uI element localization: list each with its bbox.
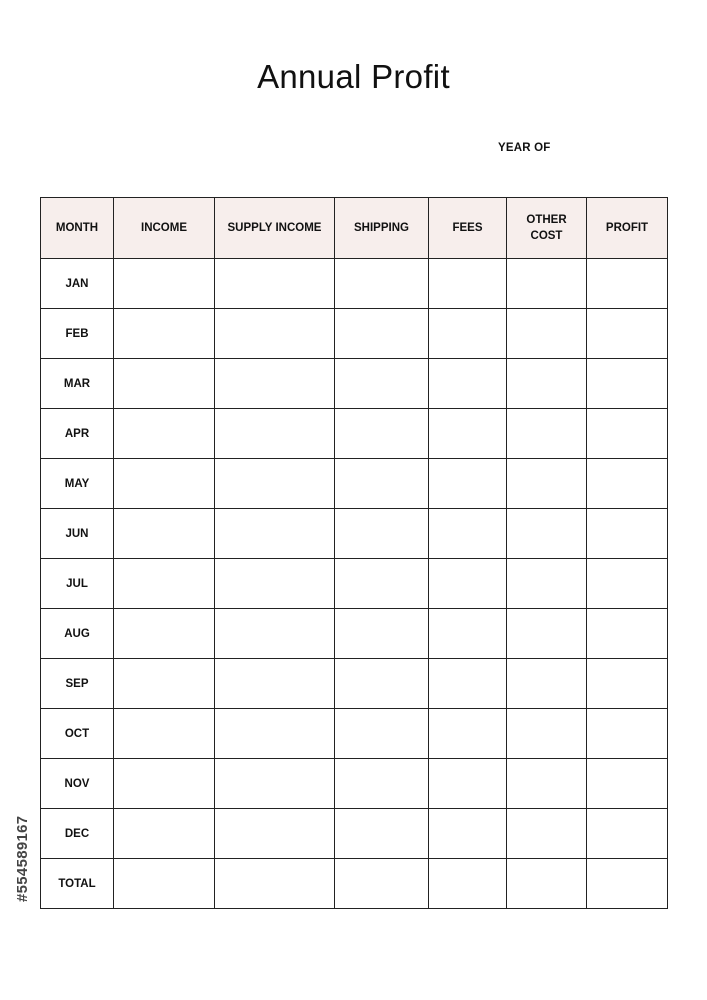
- fees-cell[interactable]: [429, 259, 507, 309]
- supply-income-cell[interactable]: [215, 609, 335, 659]
- other-cost-cell[interactable]: [507, 859, 587, 909]
- table-row: [41, 559, 668, 609]
- supply-income-cell[interactable]: [215, 759, 335, 809]
- profit-cell[interactable]: [587, 759, 668, 809]
- other-cost-cell[interactable]: [507, 759, 587, 809]
- stock-id-text: #554589167: [14, 815, 31, 902]
- income-cell[interactable]: [114, 659, 215, 709]
- year-of-label: YEAR OF: [498, 142, 551, 154]
- profit-cell[interactable]: [587, 609, 668, 659]
- supply-income-cell[interactable]: [215, 559, 335, 609]
- profit-cell[interactable]: [587, 309, 668, 359]
- other-cost-cell[interactable]: [507, 259, 587, 309]
- fees-cell[interactable]: [429, 359, 507, 409]
- shipping-cell[interactable]: [335, 509, 429, 559]
- fees-cell[interactable]: [429, 759, 507, 809]
- shipping-cell[interactable]: [335, 809, 429, 859]
- table-row: [41, 709, 668, 759]
- fees-cell[interactable]: [429, 309, 507, 359]
- shipping-cell[interactable]: [335, 609, 429, 659]
- month-label: DEC: [41, 809, 114, 859]
- other-cost-cell[interactable]: [507, 409, 587, 459]
- header-shipping: SHIPPING: [335, 198, 429, 259]
- other-cost-cell[interactable]: [507, 359, 587, 409]
- fees-cell[interactable]: [429, 809, 507, 859]
- shipping-cell[interactable]: [335, 309, 429, 359]
- profit-cell[interactable]: [587, 409, 668, 459]
- month-label: NOV: [41, 759, 114, 809]
- income-cell[interactable]: [114, 459, 215, 509]
- shipping-cell[interactable]: [335, 759, 429, 809]
- month-label: MAR: [41, 359, 114, 409]
- profit-cell[interactable]: [587, 259, 668, 309]
- shipping-cell[interactable]: [335, 259, 429, 309]
- table-row: [41, 409, 668, 459]
- income-cell[interactable]: [114, 259, 215, 309]
- month-label: MAY: [41, 459, 114, 509]
- supply-income-cell[interactable]: [215, 659, 335, 709]
- month-label: JUL: [41, 559, 114, 609]
- profit-cell[interactable]: [587, 809, 668, 859]
- income-cell[interactable]: [114, 509, 215, 559]
- header-supply-income: SUPPLY INCOME: [215, 198, 335, 259]
- fees-cell[interactable]: [429, 459, 507, 509]
- other-cost-cell[interactable]: [507, 309, 587, 359]
- annual-profit-table: [40, 197, 668, 909]
- supply-income-cell[interactable]: [215, 359, 335, 409]
- fees-cell[interactable]: [429, 509, 507, 559]
- profit-cell[interactable]: [587, 359, 668, 409]
- header-row: [41, 198, 668, 259]
- table-row: [41, 359, 668, 409]
- page-title: Annual Profit: [257, 58, 450, 95]
- table-row: [41, 509, 668, 559]
- fees-cell[interactable]: [429, 659, 507, 709]
- supply-income-cell[interactable]: [215, 509, 335, 559]
- supply-income-cell[interactable]: [215, 409, 335, 459]
- fees-cell[interactable]: [429, 559, 507, 609]
- table-row: [41, 809, 668, 859]
- income-cell[interactable]: [114, 709, 215, 759]
- other-cost-cell[interactable]: [507, 809, 587, 859]
- shipping-cell[interactable]: [335, 859, 429, 909]
- profit-cell[interactable]: [587, 659, 668, 709]
- table-row: [41, 859, 668, 909]
- income-cell[interactable]: [114, 609, 215, 659]
- table-row: [41, 309, 668, 359]
- month-label: OCT: [41, 709, 114, 759]
- table-row: [41, 759, 668, 809]
- shipping-cell[interactable]: [335, 409, 429, 459]
- profit-cell[interactable]: [587, 509, 668, 559]
- table-row: [41, 609, 668, 659]
- supply-income-cell[interactable]: [215, 709, 335, 759]
- shipping-cell[interactable]: [335, 659, 429, 709]
- profit-cell[interactable]: [587, 859, 668, 909]
- profit-cell[interactable]: [587, 709, 668, 759]
- fees-cell[interactable]: [429, 709, 507, 759]
- header-month: MONTH: [41, 198, 114, 259]
- fees-cell[interactable]: [429, 859, 507, 909]
- income-cell[interactable]: [114, 409, 215, 459]
- income-cell[interactable]: [114, 859, 215, 909]
- header-other-cost-line2: COST: [530, 230, 563, 242]
- month-label: AUG: [41, 609, 114, 659]
- supply-income-cell[interactable]: [215, 859, 335, 909]
- income-cell[interactable]: [114, 759, 215, 809]
- supply-income-cell[interactable]: [215, 809, 335, 859]
- month-label: TOTAL: [41, 859, 114, 909]
- profit-cell[interactable]: [587, 459, 668, 509]
- table-row: [41, 659, 668, 709]
- header-profit: PROFIT: [587, 198, 668, 259]
- income-cell[interactable]: [114, 309, 215, 359]
- income-cell[interactable]: [114, 359, 215, 409]
- shipping-cell[interactable]: [335, 559, 429, 609]
- other-cost-cell[interactable]: [507, 609, 587, 659]
- month-label: APR: [41, 409, 114, 459]
- income-cell[interactable]: [114, 559, 215, 609]
- header-other-cost-line1: OTHER: [526, 214, 567, 226]
- other-cost-cell[interactable]: [507, 509, 587, 559]
- fees-cell[interactable]: [429, 609, 507, 659]
- month-label: SEP: [41, 659, 114, 709]
- month-label: JAN: [41, 259, 114, 309]
- other-cost-cell[interactable]: [507, 659, 587, 709]
- header-other-cost: [507, 198, 587, 259]
- month-label: JUN: [41, 509, 114, 559]
- table-row: [41, 459, 668, 509]
- shipping-cell[interactable]: [335, 709, 429, 759]
- supply-income-cell[interactable]: [215, 459, 335, 509]
- shipping-cell[interactable]: [335, 459, 429, 509]
- table-row: [41, 259, 668, 309]
- income-cell[interactable]: [114, 809, 215, 859]
- supply-income-cell[interactable]: [215, 259, 335, 309]
- header-income: INCOME: [114, 198, 215, 259]
- shipping-cell[interactable]: [335, 359, 429, 409]
- other-cost-cell[interactable]: [507, 459, 587, 509]
- header-fees: FEES: [429, 198, 507, 259]
- month-label: FEB: [41, 309, 114, 359]
- fees-cell[interactable]: [429, 409, 507, 459]
- profit-cell[interactable]: [587, 559, 668, 609]
- other-cost-cell[interactable]: [507, 709, 587, 759]
- other-cost-cell[interactable]: [507, 559, 587, 609]
- supply-income-cell[interactable]: [215, 309, 335, 359]
